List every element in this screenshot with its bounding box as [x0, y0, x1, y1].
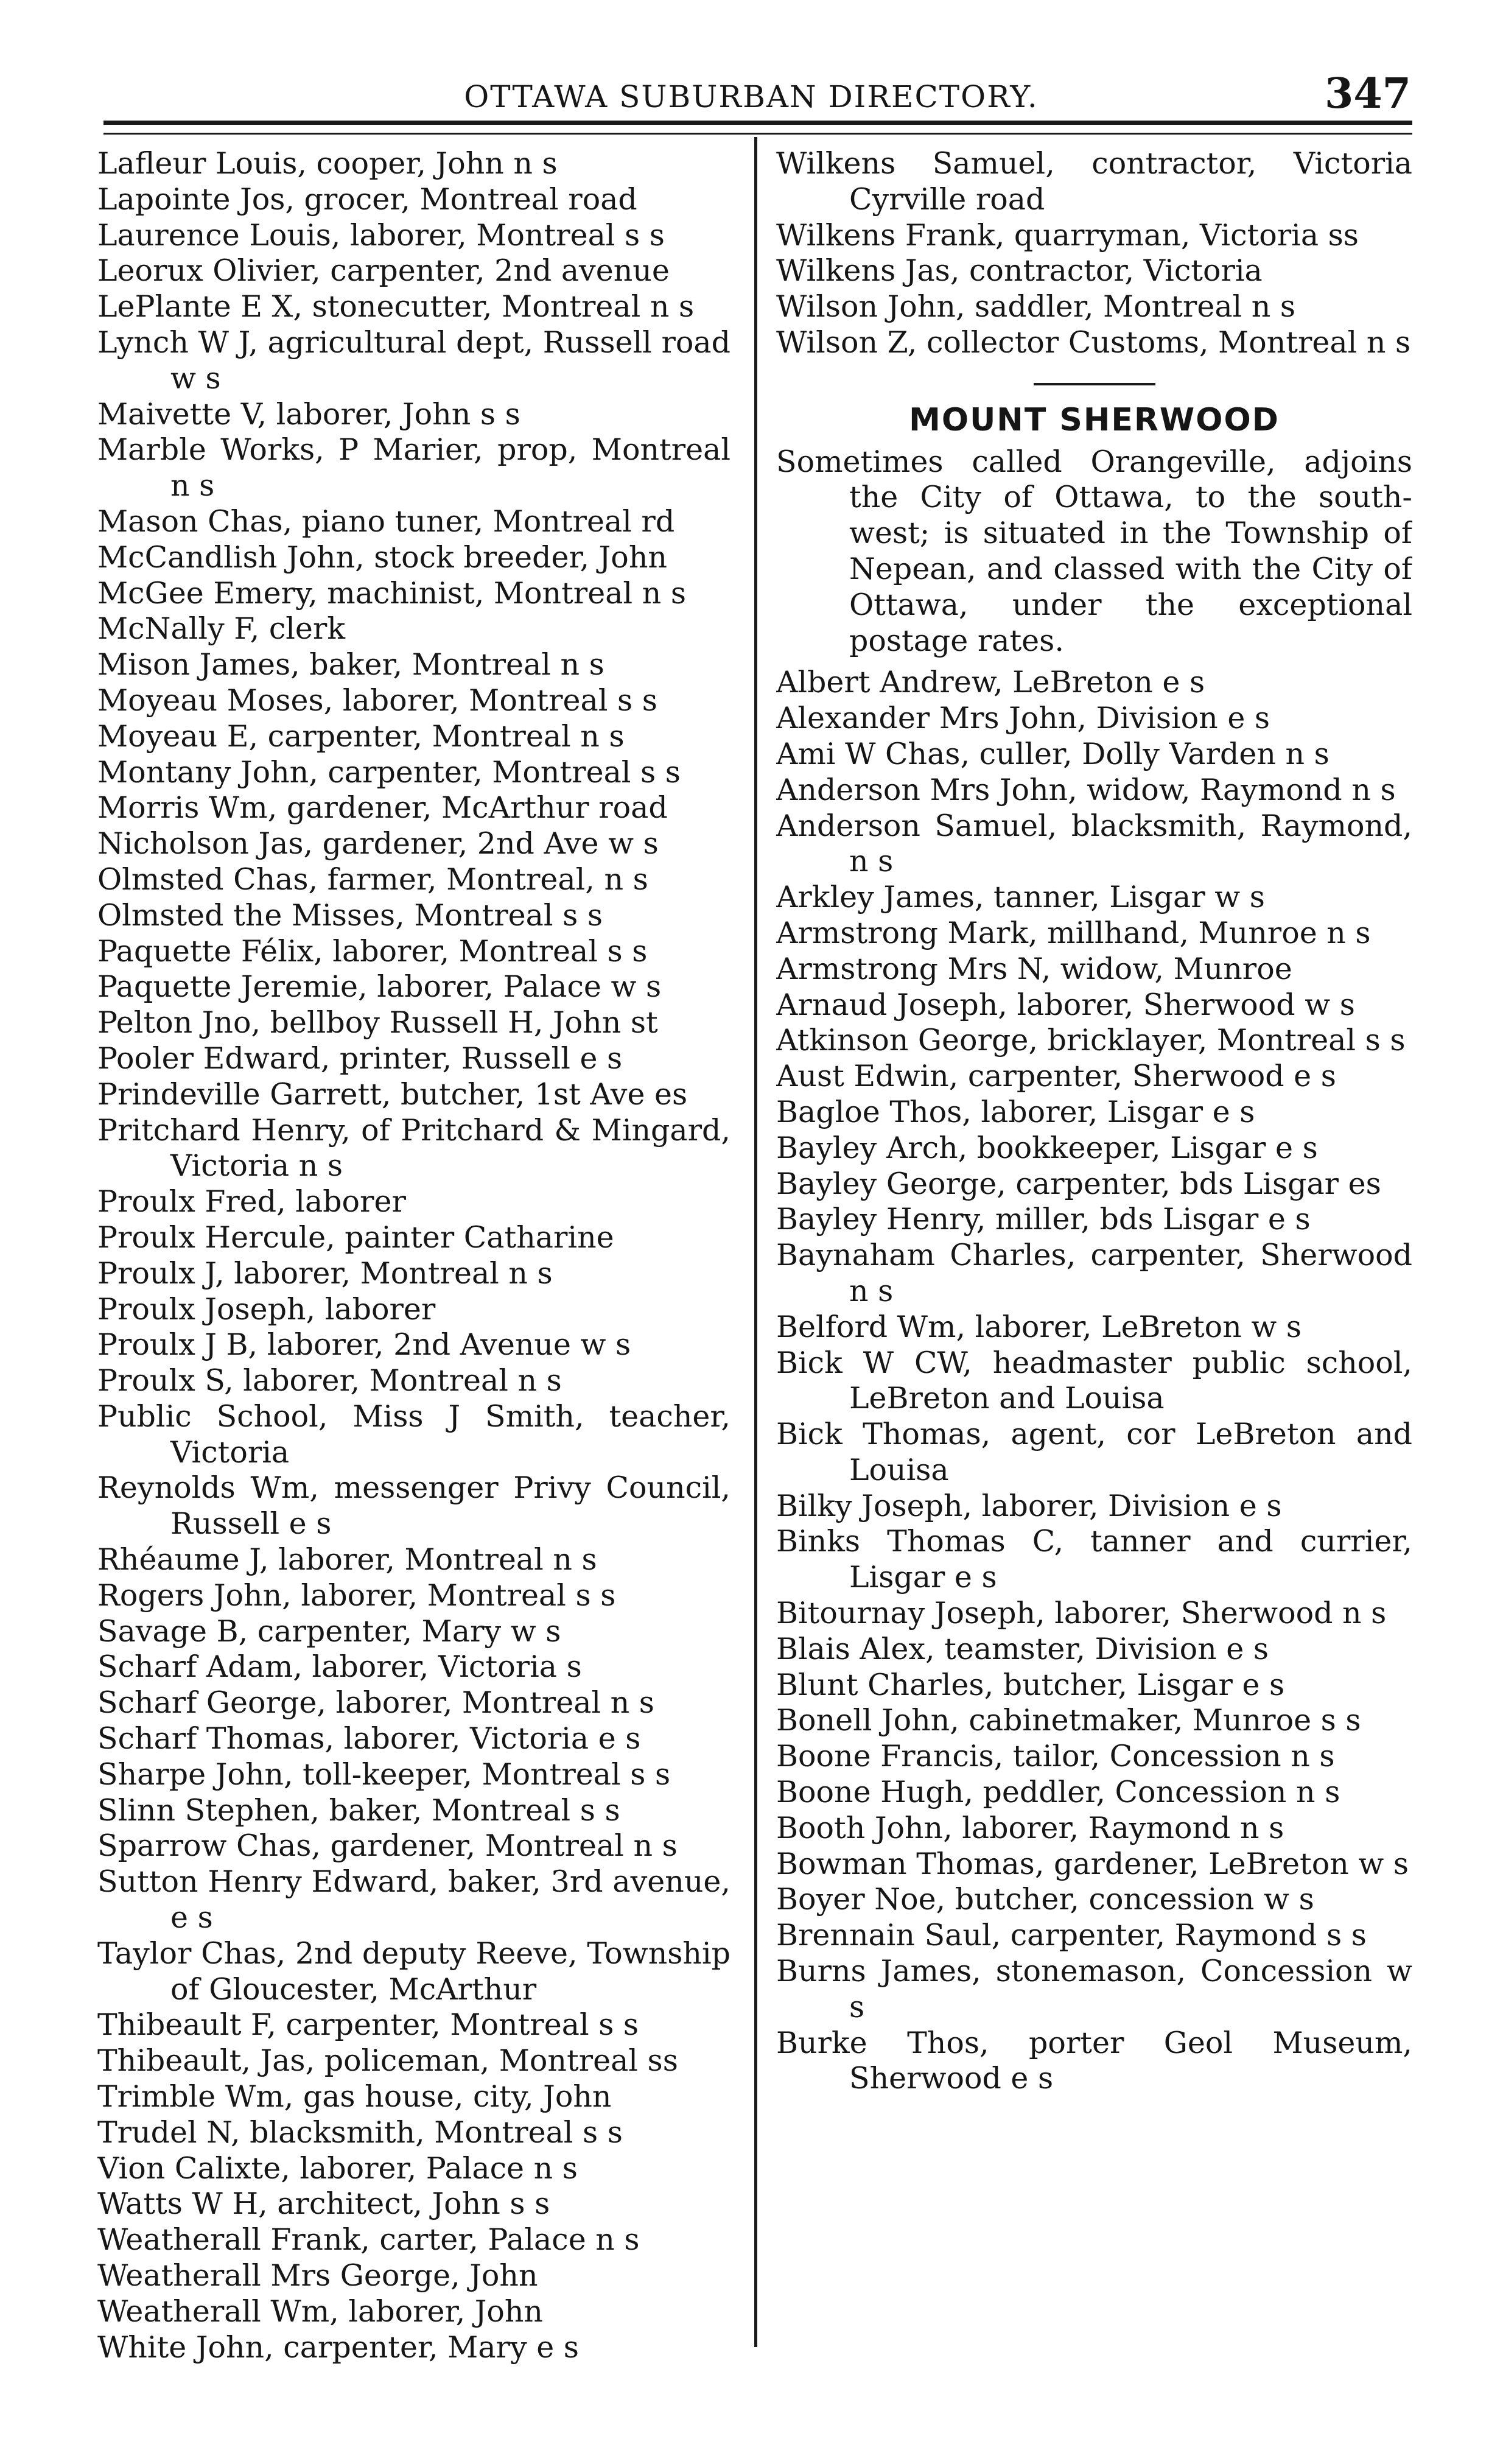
directory-entry: Arkley James, tanner, Lisgar w s [776, 880, 1265, 915]
directory-entry: Proulx Fred, laborer [97, 1184, 406, 1220]
directory-entry: Maivette V, laborer, John s s [97, 396, 520, 432]
directory-entry: Blais Alex, teamster, Division e s [776, 1631, 1269, 1666]
directory-entry: Thibeault F, carpenter, Montreal s s [97, 2007, 639, 2043]
directory-entry: Wilkens Samuel, contractor, Victoria Cyrville road [776, 146, 1412, 217]
directory-entry: Boyer Noe, butcher, concession w s [776, 1882, 1314, 1917]
directory-entry: Rhéaume J, laborer, Montreal n s [97, 1542, 597, 1578]
directory-entry: Proulx Joseph, laborer [97, 1291, 436, 1327]
directory-entry: McNally F, clerk [97, 611, 346, 647]
directory-entry: Scharf Thomas, laborer, Victoria e s [97, 1721, 641, 1757]
page-number: 347 [1325, 69, 1411, 118]
directory-entry: Pritchard Henry, of Pritchard & Mingard, Victoria n s [97, 1112, 730, 1184]
directory-entry: Armstrong Mark, millhand, Munroe n s [776, 915, 1371, 950]
directory-entry: Laurence Louis, laborer, Montreal s s [97, 217, 665, 253]
directory-entry: Leorux Olivier, carpenter, 2nd avenue [97, 253, 670, 289]
directory-entry: Bitournay Joseph, laborer, Sherwood n s [776, 1596, 1387, 1631]
directory-entry: McGee Emery, machinist, Montreal n s [97, 575, 686, 611]
directory-entry: Pelton Jno, bellboy Russell H, John st [97, 1005, 658, 1041]
directory-entry: Olmsted Chas, farmer, Montreal, n s [97, 862, 648, 897]
directory-entry: Burke Thos, porter Geol Museum, Sherwood e s [776, 2025, 1412, 2096]
directory-entry: Trimble Wm, gas house, city, John [97, 2079, 612, 2115]
directory-entry: Savage B, carpenter, Mary w s [97, 1613, 561, 1649]
directory-entry: Weatherall Wm, laborer, John [97, 2294, 543, 2329]
directory-entry: Reynolds Wm, messenger Privy Council, Russell e s [97, 1470, 730, 1542]
section-header [776, 383, 1412, 438]
directory-entry: Mison James, baker, Montreal n s [97, 647, 604, 683]
directory-entry: Arnaud Joseph, laborer, Sherwood w s [776, 987, 1355, 1022]
header-rule-thick [103, 121, 1412, 125]
directory-entry: Proulx J B, laborer, 2nd Avenue w s [97, 1327, 631, 1363]
directory-entry: Proulx S, laborer, Montreal n s [97, 1363, 562, 1399]
directory-entry: Aust Edwin, carpenter, Sherwood e s [776, 1059, 1336, 1094]
directory-entry: Bowman Thomas, gardener, LeBreton w s [776, 1846, 1409, 1881]
directory-entry: Boone Francis, tailor, Concession n s [776, 1739, 1335, 1774]
directory-entry: Sutton Henry Edward, baker, 3rd avenue, e s [97, 1864, 730, 1936]
directory-entry: Morris Wm, gardener, McArthur road [97, 790, 668, 826]
directory-entry: Weatherall Frank, carter, Palace n s [97, 2222, 640, 2258]
directory-entry: Paquette Jeremie, laborer, Palace w s [97, 969, 662, 1005]
section-divider [1034, 383, 1155, 385]
directory-entry: Prindeville Garrett, butcher, 1st Ave es [97, 1076, 688, 1112]
directory-entry: Weatherall Mrs George, John [97, 2258, 538, 2294]
directory-entry: Ami W Chas, culler, Dolly Varden n s [776, 736, 1330, 771]
directory-entry: Wilson Z, collector Customs, Montreal n s [776, 325, 1411, 360]
directory-entry: Belford Wm, laborer, LeBreton w s [776, 1309, 1302, 1344]
directory-entry: Atkinson George, bricklayer, Montreal s s [776, 1023, 1406, 1058]
directory-entry: Wilkens Jas, contractor, Victoria [776, 253, 1263, 289]
directory-entry: Boone Hugh, peddler, Concession n s [776, 1775, 1340, 1810]
directory-entry: Bagloe Thos, laborer, Lisgar e s [776, 1094, 1255, 1129]
directory-entry: LePlante E X, stonecutter, Montreal n s [97, 289, 695, 325]
directory-entry: Moyeau Moses, laborer, Montreal s s [97, 683, 657, 718]
directory-entry: Trudel N, blacksmith, Montreal s s [97, 2115, 623, 2150]
running-title: OTTAWA SUBURBAN DIRECTORY. [464, 79, 1039, 114]
directory-entry: Anderson Mrs John, widow, Raymond n s [776, 772, 1396, 807]
directory-entry: Anderson Samuel, blacksmith, Raymond, n s [776, 808, 1412, 879]
directory-entry: Armstrong Mrs N, widow, Munroe [776, 951, 1292, 986]
directory-entry: Montany John, carpenter, Montreal s s [97, 754, 681, 790]
directory-entry: Olmsted the Misses, Montreal s s [97, 897, 603, 933]
right-column [776, 146, 1412, 2387]
directory-entry: Lapointe Jos, grocer, Montreal road [97, 181, 637, 217]
directory-entry: Thibeault, Jas, policeman, Montreal ss [97, 2043, 678, 2079]
header-rule-thin [103, 133, 1412, 135]
directory-entry: Nicholson Jas, gardener, 2nd Ave w s [97, 826, 659, 862]
section-description: Sometimes called Orangeville, adjoins the City of Ottawa, to the south-west; is situated in the Township of Nepean, and classed with the City of Ottawa, under the exceptional postage rates. [776, 444, 1412, 658]
directory-entry: Alexander Mrs John, Division e s [776, 701, 1270, 736]
directory-entry: Moyeau E, carpenter, Montreal n s [97, 718, 625, 754]
directory-entry: Pooler Edward, printer, Russell e s [97, 1041, 623, 1076]
directory-entry: McCandlish John, stock breeder, John [97, 539, 667, 575]
directory-entry: Proulx J, laborer, Montreal n s [97, 1255, 553, 1291]
directory-entry: White John, carpenter, Mary e s [97, 2329, 579, 2365]
directory-entry: Paquette Félix, laborer, Montreal s s [97, 933, 648, 969]
directory-entry: Taylor Chas, 2nd deputy Reeve, Township of Gloucester, McArthur [97, 1936, 730, 2007]
directory-entry: Lynch W J, agricultural dept, Russell road w s [97, 325, 730, 396]
directory-entry: Bayley Arch, bookkeeper, Lisgar e s [776, 1130, 1318, 1165]
section-title: MOUNT SHERWOOD [909, 401, 1280, 438]
directory-entry: Sharpe John, toll-keeper, Montreal s s [97, 1757, 671, 1792]
directory-entry: Lafleur Louis, cooper, John n s [97, 146, 558, 181]
directory-entry: Scharf George, laborer, Montreal n s [97, 1685, 654, 1721]
directory-entry: Bick W CW, headmaster public school, LeBreton and Louisa [776, 1345, 1412, 1416]
directory-entry: Albert Andrew, LeBreton e s [776, 665, 1205, 700]
directory-entry: Binks Thomas C, tanner and currier, Lisgar e s [776, 1524, 1412, 1595]
directory-entry: Bayley George, carpenter, bds Lisgar es [776, 1166, 1381, 1201]
directory-entry: Proulx Hercule, painter Catharine [97, 1220, 614, 1255]
directory-entry: Wilson John, saddler, Montreal n s [776, 289, 1296, 325]
directory-entry: Scharf Adam, laborer, Victoria s [97, 1649, 582, 1685]
page-header [91, 61, 1411, 122]
directory-entry: Bilky Joseph, laborer, Division e s [776, 1488, 1282, 1523]
directory-entry: Rogers John, laborer, Montreal s s [97, 1578, 616, 1613]
directory-entry: Wilkens Frank, quarryman, Victoria ss [776, 217, 1359, 253]
directory-entry: Blunt Charles, butcher, Lisgar e s [776, 1667, 1285, 1702]
left-column [97, 146, 730, 2387]
directory-entry: Vion Calixte, laborer, Palace n s [97, 2150, 578, 2186]
directory-entry: Public School, Miss J Smith, teacher, Victoria [97, 1399, 730, 1470]
directory-entry: Sparrow Chas, gardener, Montreal n s [97, 1828, 678, 1864]
directory-entry: Marble Works, P Marier, prop, Montreal n s [97, 432, 730, 504]
directory-entry: Baynaham Charles, carpenter, Sherwood n s [776, 1238, 1412, 1308]
directory-entry: Bick Thomas, agent, cor LeBreton and Louisa [776, 1417, 1412, 1487]
directory-entry: Bonell John, cabinetmaker, Munroe s s [776, 1703, 1361, 1738]
column-divider [754, 137, 757, 2347]
directory-entry: Brennain Saul, carpenter, Raymond s s [776, 1918, 1367, 1953]
directory-entry: Burns James, stonemason, Concession w s [776, 1954, 1412, 2024]
directory-entry: Watts W H, architect, John s s [97, 2186, 550, 2222]
directory-entry: Bayley Henry, miller, bds Lisgar e s [776, 1202, 1311, 1237]
directory-entry: Slinn Stephen, baker, Montreal s s [97, 1792, 620, 1828]
directory-entry: Booth John, laborer, Raymond n s [776, 1810, 1284, 1845]
directory-entry: Mason Chas, piano tuner, Montreal rd [97, 504, 675, 539]
